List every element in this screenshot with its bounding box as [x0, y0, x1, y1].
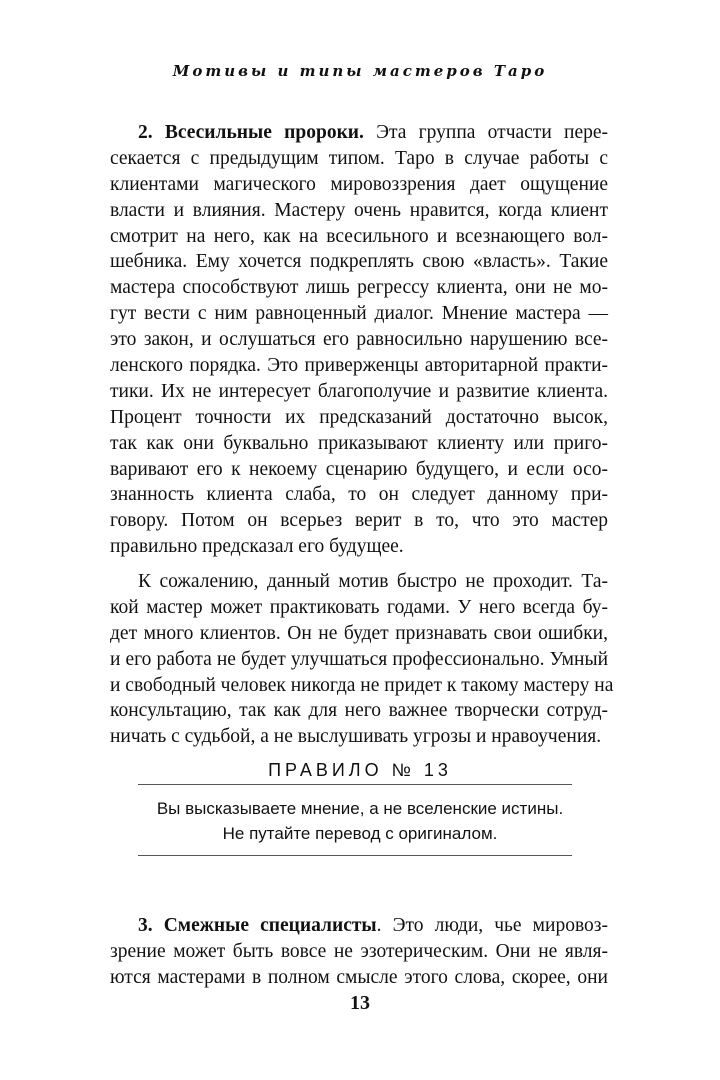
text-line: и свободный человек никогда не придет к такому мастеру на — [110, 674, 614, 696]
text-line: дет много клиентов. Он не будет признавать свои ошибки, — [110, 622, 608, 644]
text-line: 2. Всесильные пророки. Эта группа отчасти пере- — [138, 122, 608, 143]
divider — [138, 784, 572, 785]
rule-text — [0, 796, 720, 846]
text-line: это закон, и ослушаться его равносильно нарушению все- — [110, 329, 608, 351]
text-line: зрение может быть вовсе не эзотерическим. Они не явля- — [110, 940, 608, 962]
text-line: говору. Потом он всерьез верит в то, что это мастер — [110, 510, 608, 532]
running-head: Мотивы и типы мастеров Таро — [172, 62, 548, 80]
text-line: и его работа не будет улучшаться профессионально. Умный — [110, 648, 608, 670]
text-line: клиентами магического мировоззрения дает ощущение — [110, 173, 608, 195]
text-line: знанность клиента слаба, то он следует данному при- — [110, 484, 608, 506]
page-number: 13 — [350, 992, 370, 1014]
section-3 — [110, 913, 608, 991]
rule-line: Не путайте перевод с оригиналом. — [222, 824, 498, 843]
text-line: консультацию, так как для него важнее творчески сотруд- — [110, 700, 608, 722]
text-line: варивают его к некоему сценарию будущего, и если осо- — [110, 458, 608, 480]
text-line: тики. Их не интересует благополучие и развитие клиента. — [110, 380, 608, 402]
section-2 — [110, 120, 608, 560]
text-line: власти и влияния. Мастеру очень нравится, когда клиент — [110, 199, 608, 221]
text-line: ленского порядка. Это приверженцы авторитарной практи- — [110, 355, 608, 377]
text-line: Процент точности их предсказаний достаточно высок, — [110, 406, 608, 428]
text-line: шебника. Ему хочется подкреплять свою «власть». Такие — [110, 251, 608, 273]
paragraph — [110, 569, 614, 750]
text-line: секается с предыдущим типом. Таро в случае работы с — [110, 147, 608, 169]
text-line: 3. Смежные специалисты. Это люди, чье мировоз- — [138, 915, 608, 936]
text-line: так как они буквально приказывают клиенту или приго- — [110, 432, 608, 454]
divider — [138, 855, 572, 856]
rule-title: ПРАВИЛО № 13 — [268, 760, 452, 780]
text-line: кой мастер может практиковать годами. У него всегда бу- — [110, 596, 608, 618]
text-line: ничать с судьбой, а не выслушивать угрозы и нравоучения. — [110, 726, 602, 748]
text-line: правильно предсказал его будущее. — [110, 536, 404, 558]
text-line: ются мастерами в полном смысле этого слова, скорее, они — [110, 966, 608, 988]
text-line: смотрит на него, как на всесильного и всезнающего вол- — [110, 225, 608, 247]
text-line: К сожалению, данный мотив быстро не проходит. Та- — [138, 571, 608, 592]
text-line: гут вести с ним равноценный диалог. Мнение мастера — — [110, 303, 608, 325]
rule-line: Вы высказываете мнение, а не вселенские истины. — [156, 799, 564, 818]
section-heading: 3. Смежные специалисты — [138, 915, 377, 936]
section-heading: 2. Всесильные пророки. — [138, 122, 364, 143]
text-line: мастера способствуют лишь регрессу клиента, они не мо- — [110, 277, 608, 299]
